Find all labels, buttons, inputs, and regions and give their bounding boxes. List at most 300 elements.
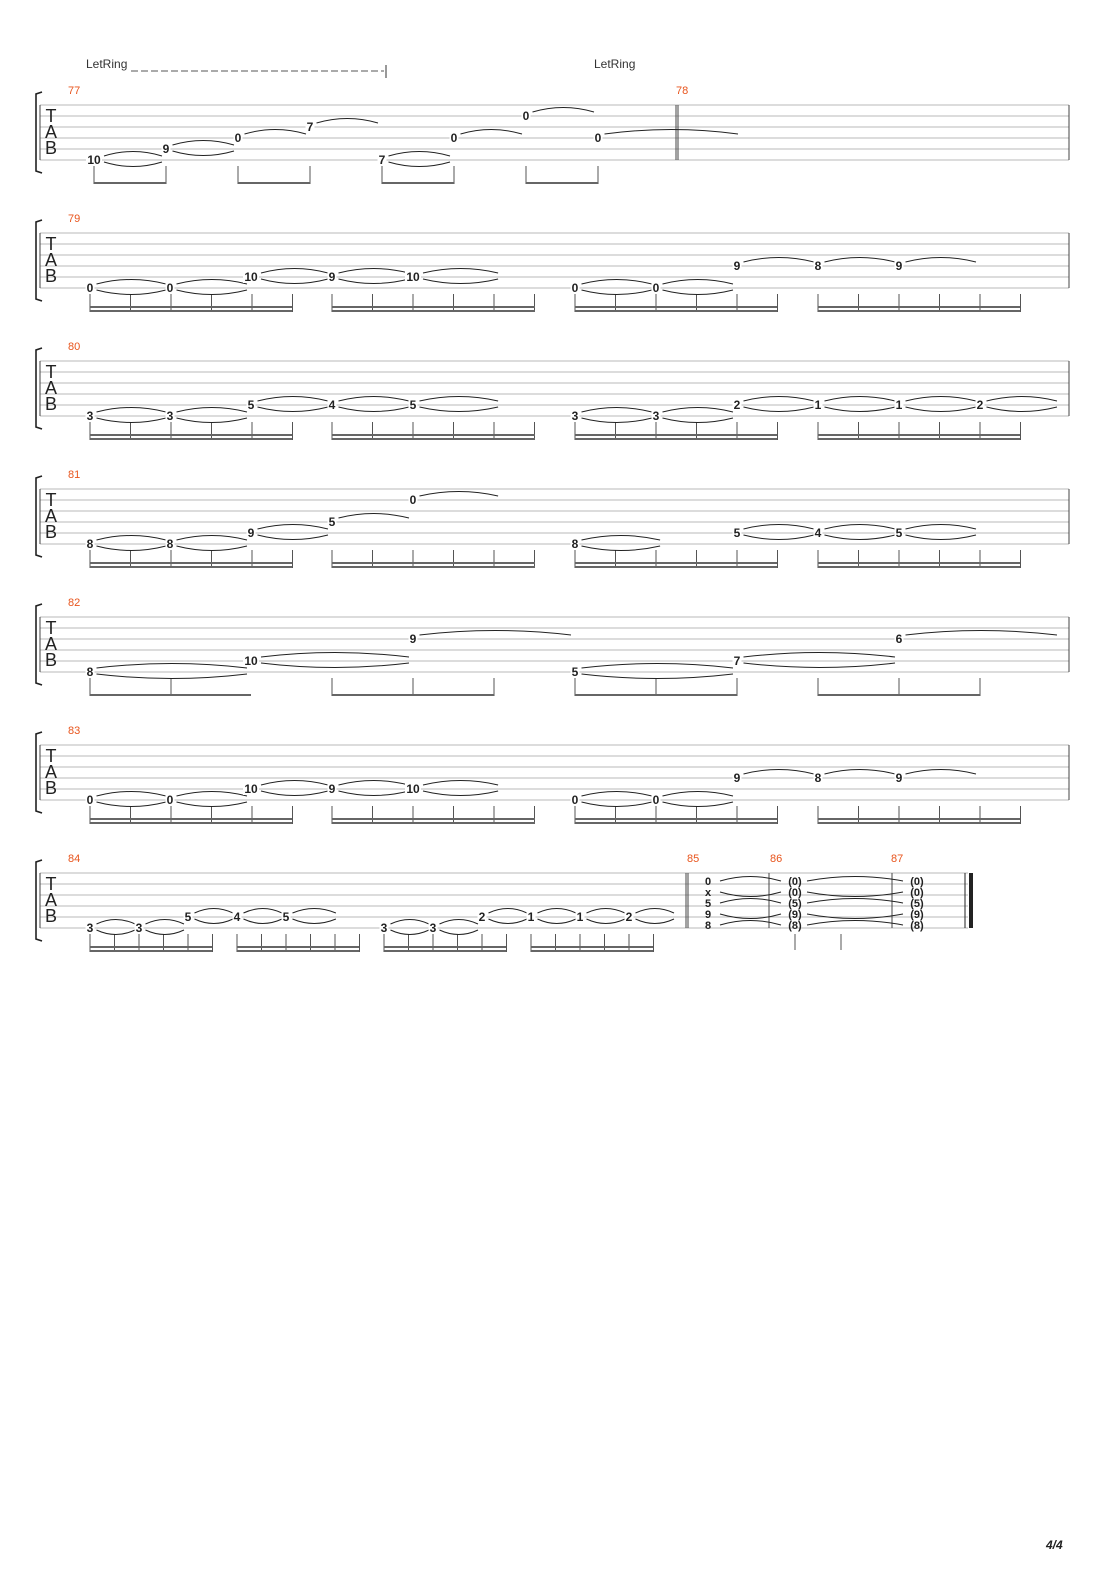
fret-number: 9 — [733, 259, 741, 273]
tie-arc — [489, 919, 528, 924]
chord-fret-number: (9) — [788, 909, 802, 921]
tie-arc — [744, 258, 815, 263]
tie-arc — [261, 663, 409, 668]
tie-arc — [97, 664, 248, 669]
tie-arc — [582, 802, 653, 807]
tab-clef-letter: T — [45, 106, 57, 126]
tie-arc — [339, 791, 410, 796]
tie-arc — [261, 653, 409, 658]
tie-arc — [720, 914, 781, 919]
tie-arc — [582, 408, 653, 413]
tie-arc — [177, 408, 248, 413]
tie-arc — [97, 792, 167, 797]
fret-number: 8 — [86, 665, 94, 679]
fret-number: 3 — [86, 409, 94, 423]
tie-arc — [423, 269, 498, 274]
tie-arc — [807, 914, 903, 919]
tie-arc — [605, 130, 739, 135]
tie-arc — [177, 290, 248, 295]
chord-fret-number: (5) — [788, 898, 802, 910]
tie-arc — [825, 397, 896, 402]
fret-number: 5 — [409, 398, 417, 412]
measure-number: 82 — [68, 597, 81, 609]
system-bracket — [36, 732, 42, 813]
tab-clef-letter: B — [44, 650, 58, 670]
fret-number: 7 — [733, 654, 741, 668]
tie-arc — [744, 535, 815, 540]
tie-arc — [744, 653, 896, 658]
beam — [332, 822, 535, 824]
fret-number: 9 — [162, 142, 170, 156]
tie-arc — [636, 909, 675, 914]
tab-clef-letter: B — [44, 522, 58, 542]
beam — [90, 566, 292, 568]
tie-arc — [423, 279, 498, 284]
tie-arc — [663, 280, 734, 285]
tie-arc — [177, 802, 248, 807]
tie-arc — [807, 877, 903, 882]
beam — [818, 434, 1020, 436]
beam — [332, 306, 535, 308]
fret-number: 7 — [378, 153, 386, 167]
beam — [238, 182, 310, 184]
system-6 — [36, 725, 1069, 824]
tab-clef-letter: A — [44, 122, 58, 142]
fret-number: 8 — [814, 259, 822, 273]
fret-number: 9 — [409, 632, 417, 646]
fret-number: 5 — [895, 526, 903, 540]
final-barline-thick — [969, 873, 973, 928]
tie-arc — [825, 770, 896, 775]
measure-number: 84 — [68, 853, 81, 865]
fret-number: 3 — [135, 921, 143, 935]
fret-number: 4 — [328, 398, 336, 412]
beam — [818, 306, 1020, 308]
beam — [575, 694, 737, 696]
tie-arc — [582, 664, 734, 669]
system-bracket — [36, 348, 42, 429]
fret-number: 5 — [184, 910, 192, 924]
measure-number: 86 — [770, 853, 783, 865]
chord-fret-number: (0) — [910, 876, 924, 888]
tie-arc — [195, 919, 234, 924]
beam — [332, 818, 535, 820]
tie-arc — [104, 162, 162, 167]
tie-arc — [906, 525, 977, 530]
measure-number: 87 — [891, 853, 904, 865]
beam — [575, 306, 777, 308]
systems — [36, 85, 1069, 952]
tie-arc — [807, 921, 903, 926]
fret-number: 0 — [652, 281, 660, 295]
tie-arc — [582, 418, 653, 423]
fret-number: 10 — [244, 270, 258, 284]
beam — [90, 434, 292, 436]
beam — [90, 822, 292, 824]
beam — [575, 822, 777, 824]
tie-arc — [261, 269, 328, 274]
tie-arc — [663, 418, 734, 423]
fret-number: 0 — [594, 131, 602, 145]
fret-number: 5 — [328, 515, 336, 529]
beam — [575, 562, 777, 564]
measure-number: 79 — [68, 213, 81, 225]
tie-arc — [489, 909, 528, 914]
beam — [526, 182, 598, 184]
tie-arc — [195, 909, 234, 914]
tie-arc — [177, 792, 248, 797]
let-ring-label: LetRing — [594, 57, 636, 71]
tab-clef-letter: B — [44, 394, 58, 414]
chord-fret-number: 5 — [704, 898, 712, 910]
tie-arc — [906, 407, 977, 412]
system-bracket — [36, 92, 42, 173]
beam — [332, 438, 535, 440]
fret-number: 2 — [478, 910, 486, 924]
beam — [575, 566, 777, 568]
beam — [332, 566, 535, 568]
chord-fret-number: 8 — [704, 920, 712, 932]
fret-number: 8 — [814, 771, 822, 785]
system-bracket — [36, 476, 42, 557]
tie-arc — [339, 781, 410, 786]
tie-arc — [97, 290, 167, 295]
system-1 — [36, 85, 1069, 184]
tie-arc — [339, 397, 410, 402]
tie-arc — [440, 920, 479, 925]
fret-number: 5 — [282, 910, 290, 924]
fret-number: 0 — [652, 793, 660, 807]
beam — [818, 694, 980, 696]
beam — [90, 950, 212, 952]
fret-number: 9 — [733, 771, 741, 785]
measure-number: 77 — [68, 85, 81, 97]
tab-clef-letter: B — [44, 138, 58, 158]
beam — [237, 950, 359, 952]
tie-arc — [258, 535, 329, 540]
tie-arc — [146, 920, 185, 925]
fret-number: 8 — [571, 537, 579, 551]
tie-arc — [663, 802, 734, 807]
fret-number: 5 — [247, 398, 255, 412]
tie-arc — [97, 408, 167, 413]
beam — [90, 310, 292, 312]
tie-arc — [293, 919, 336, 924]
beam — [818, 822, 1020, 824]
fret-number: 9 — [895, 259, 903, 273]
tie-arc — [636, 919, 675, 924]
measure-number: 85 — [687, 853, 700, 865]
tab-clef-letter: A — [44, 762, 58, 782]
beam — [575, 438, 777, 440]
measure-number: 78 — [676, 85, 689, 97]
tie-arc — [177, 536, 248, 541]
chord-fret-number: (0) — [788, 876, 802, 888]
beam — [575, 310, 777, 312]
fret-number: 10 — [406, 270, 420, 284]
fret-number: 0 — [450, 131, 458, 145]
fret-number: 0 — [522, 109, 530, 123]
chord-fret-number: x — [704, 887, 712, 899]
tie-arc — [906, 535, 977, 540]
tab-clef-letter: B — [44, 266, 58, 286]
tie-arc — [177, 280, 248, 285]
fret-number: 0 — [166, 793, 174, 807]
fret-number: 3 — [166, 409, 174, 423]
measure-number: 81 — [68, 469, 81, 481]
tie-arc — [906, 631, 1058, 636]
tie-arc — [744, 397, 815, 402]
beam — [382, 182, 454, 184]
tie-arc — [391, 930, 430, 935]
system-bracket — [36, 860, 42, 941]
tie-arc — [339, 269, 410, 274]
tie-arc — [987, 397, 1058, 402]
fret-number: 4 — [814, 526, 822, 540]
tie-arc — [339, 407, 410, 412]
tie-arc — [420, 492, 499, 497]
tie-arc — [245, 130, 307, 135]
fret-number: 1 — [814, 398, 822, 412]
tie-arc — [173, 151, 235, 156]
measure-number: 83 — [68, 725, 81, 737]
beam — [818, 566, 1020, 568]
fret-number: 9 — [328, 270, 336, 284]
fret-number: 3 — [429, 921, 437, 935]
tie-arc — [339, 514, 410, 519]
beam — [90, 694, 251, 696]
tie-arc — [97, 930, 136, 935]
beam — [384, 946, 506, 948]
tie-arc — [538, 909, 577, 914]
tie-arc — [807, 892, 903, 897]
fret-number: 3 — [652, 409, 660, 423]
tie-arc — [173, 141, 235, 146]
chord-fret-number: (5) — [910, 898, 924, 910]
tab-clef-letter: T — [45, 618, 57, 638]
beam — [818, 310, 1020, 312]
system-4 — [36, 469, 1069, 568]
tie-arc — [339, 279, 410, 284]
chord-fret-number: (9) — [910, 909, 924, 921]
tie-arc — [97, 280, 167, 285]
fret-number: 3 — [380, 921, 388, 935]
system-2 — [36, 213, 1069, 312]
tie-arc — [744, 407, 815, 412]
fret-number: 3 — [86, 921, 94, 935]
tie-arc — [177, 418, 248, 423]
tab-clef-letter: T — [45, 490, 57, 510]
beam — [384, 950, 506, 952]
tie-arc — [244, 909, 283, 914]
chord-fret-number: (0) — [910, 887, 924, 899]
tie-arc — [587, 909, 626, 914]
tie-arc — [720, 892, 781, 897]
tie-arc — [244, 919, 283, 924]
system-7 — [36, 853, 973, 952]
tie-arc — [258, 407, 329, 412]
tie-arc — [582, 546, 661, 551]
tab-clef-letter: B — [44, 906, 58, 926]
tie-arc — [582, 536, 661, 541]
fret-number: 10 — [244, 654, 258, 668]
tie-arc — [423, 781, 498, 786]
system-bracket — [36, 220, 42, 301]
fret-number: 8 — [166, 537, 174, 551]
tie-arc — [440, 930, 479, 935]
tie-arc — [97, 802, 167, 807]
tie-arc — [825, 535, 896, 540]
tab-clef-letter: A — [44, 506, 58, 526]
tie-arc — [389, 152, 451, 157]
tab-clef-letter: A — [44, 890, 58, 910]
tie-arc — [258, 397, 329, 402]
fret-number: 0 — [409, 493, 417, 507]
tie-arc — [258, 525, 329, 530]
fret-number: 2 — [733, 398, 741, 412]
tab-clef-letter: A — [44, 634, 58, 654]
fret-number: 9 — [247, 526, 255, 540]
tie-arc — [744, 525, 815, 530]
beam — [94, 182, 166, 184]
tie-arc — [389, 162, 451, 167]
fret-number: 1 — [895, 398, 903, 412]
beam — [90, 562, 292, 564]
tie-arc — [825, 407, 896, 412]
page-number: 4/4 — [1046, 1538, 1063, 1552]
tie-arc — [146, 930, 185, 935]
fret-number: 5 — [733, 526, 741, 540]
tie-arc — [97, 546, 167, 551]
system-3 — [36, 341, 1069, 440]
fret-number: 1 — [576, 910, 584, 924]
fret-number: 9 — [895, 771, 903, 785]
tie-arc — [582, 792, 653, 797]
system-bracket — [36, 604, 42, 685]
beam — [90, 818, 292, 820]
tie-arc — [807, 899, 903, 904]
tie-arc — [825, 258, 896, 263]
tie-arc — [261, 781, 328, 786]
fret-number: 9 — [328, 782, 336, 796]
fret-number: 3 — [571, 409, 579, 423]
beam — [90, 946, 212, 948]
tie-arc — [391, 920, 430, 925]
fret-number: 0 — [234, 131, 242, 145]
fret-number: 7 — [306, 120, 314, 134]
tie-arc — [461, 130, 523, 135]
chord-fret-number: 9 — [704, 909, 712, 921]
tie-arc — [261, 279, 328, 284]
fret-number: 1 — [527, 910, 535, 924]
tie-arc — [906, 258, 977, 263]
tie-arc — [420, 407, 499, 412]
tie-arc — [825, 525, 896, 530]
tie-arc — [906, 770, 977, 775]
beam — [237, 946, 359, 948]
fret-number: 2 — [976, 398, 984, 412]
tie-arc — [104, 152, 162, 157]
tab-clef-letter: T — [45, 362, 57, 382]
fret-number: 0 — [86, 793, 94, 807]
chord-fret-number: (0) — [788, 887, 802, 899]
tie-arc — [582, 280, 653, 285]
fret-number: 2 — [625, 910, 633, 924]
chord-fret-number: (8) — [910, 920, 924, 932]
tie-arc — [663, 408, 734, 413]
fret-number: 8 — [86, 537, 94, 551]
tie-arc — [587, 919, 626, 924]
beam — [531, 950, 653, 952]
tie-arc — [97, 674, 248, 679]
beam — [575, 434, 777, 436]
system-5 — [36, 597, 1069, 696]
tie-arc — [293, 909, 336, 914]
tie-arc — [906, 397, 977, 402]
beam — [90, 306, 292, 308]
tab-clef-letter: A — [44, 378, 58, 398]
tie-arc — [744, 770, 815, 775]
fret-number: 4 — [233, 910, 241, 924]
fret-number: 6 — [895, 632, 903, 646]
tie-arc — [720, 877, 781, 882]
beam — [90, 438, 292, 440]
tab-clef-letter: T — [45, 746, 57, 766]
chord-fret-number: 0 — [704, 876, 712, 888]
beam — [332, 434, 535, 436]
tie-arc — [987, 407, 1058, 412]
fret-number: 0 — [571, 793, 579, 807]
beam — [818, 438, 1020, 440]
tie-arc — [720, 921, 781, 926]
beam — [332, 562, 535, 564]
tie-arc — [317, 119, 379, 124]
tab-clef-letter: T — [45, 234, 57, 254]
tab-clef-letter: A — [44, 250, 58, 270]
beam — [818, 562, 1020, 564]
tie-arc — [538, 919, 577, 924]
tie-arc — [663, 290, 734, 295]
tie-arc — [420, 631, 572, 636]
tie-arc — [97, 920, 136, 925]
measure-number: 80 — [68, 341, 81, 353]
tie-arc — [177, 546, 248, 551]
tie-arc — [97, 418, 167, 423]
fret-number: 10 — [406, 782, 420, 796]
fret-number: 0 — [166, 281, 174, 295]
tab-clef-letter: B — [44, 778, 58, 798]
beam — [332, 694, 494, 696]
beam — [332, 310, 535, 312]
fret-number: 5 — [571, 665, 579, 679]
tie-arc — [423, 791, 498, 796]
tie-arc — [663, 792, 734, 797]
tie-arc — [720, 899, 781, 904]
fret-number: 10 — [87, 153, 101, 167]
tie-arc — [582, 290, 653, 295]
chord-fret-number: (8) — [788, 920, 802, 932]
tie-arc — [261, 791, 328, 796]
tie-arc — [97, 536, 167, 541]
fret-number: 0 — [86, 281, 94, 295]
tie-arc — [420, 397, 499, 402]
fret-number: 10 — [244, 782, 258, 796]
let-ring-label: LetRing — [86, 57, 128, 71]
beam — [531, 946, 653, 948]
beam — [575, 818, 777, 820]
tie-arc — [533, 108, 595, 113]
beam — [818, 818, 1020, 820]
